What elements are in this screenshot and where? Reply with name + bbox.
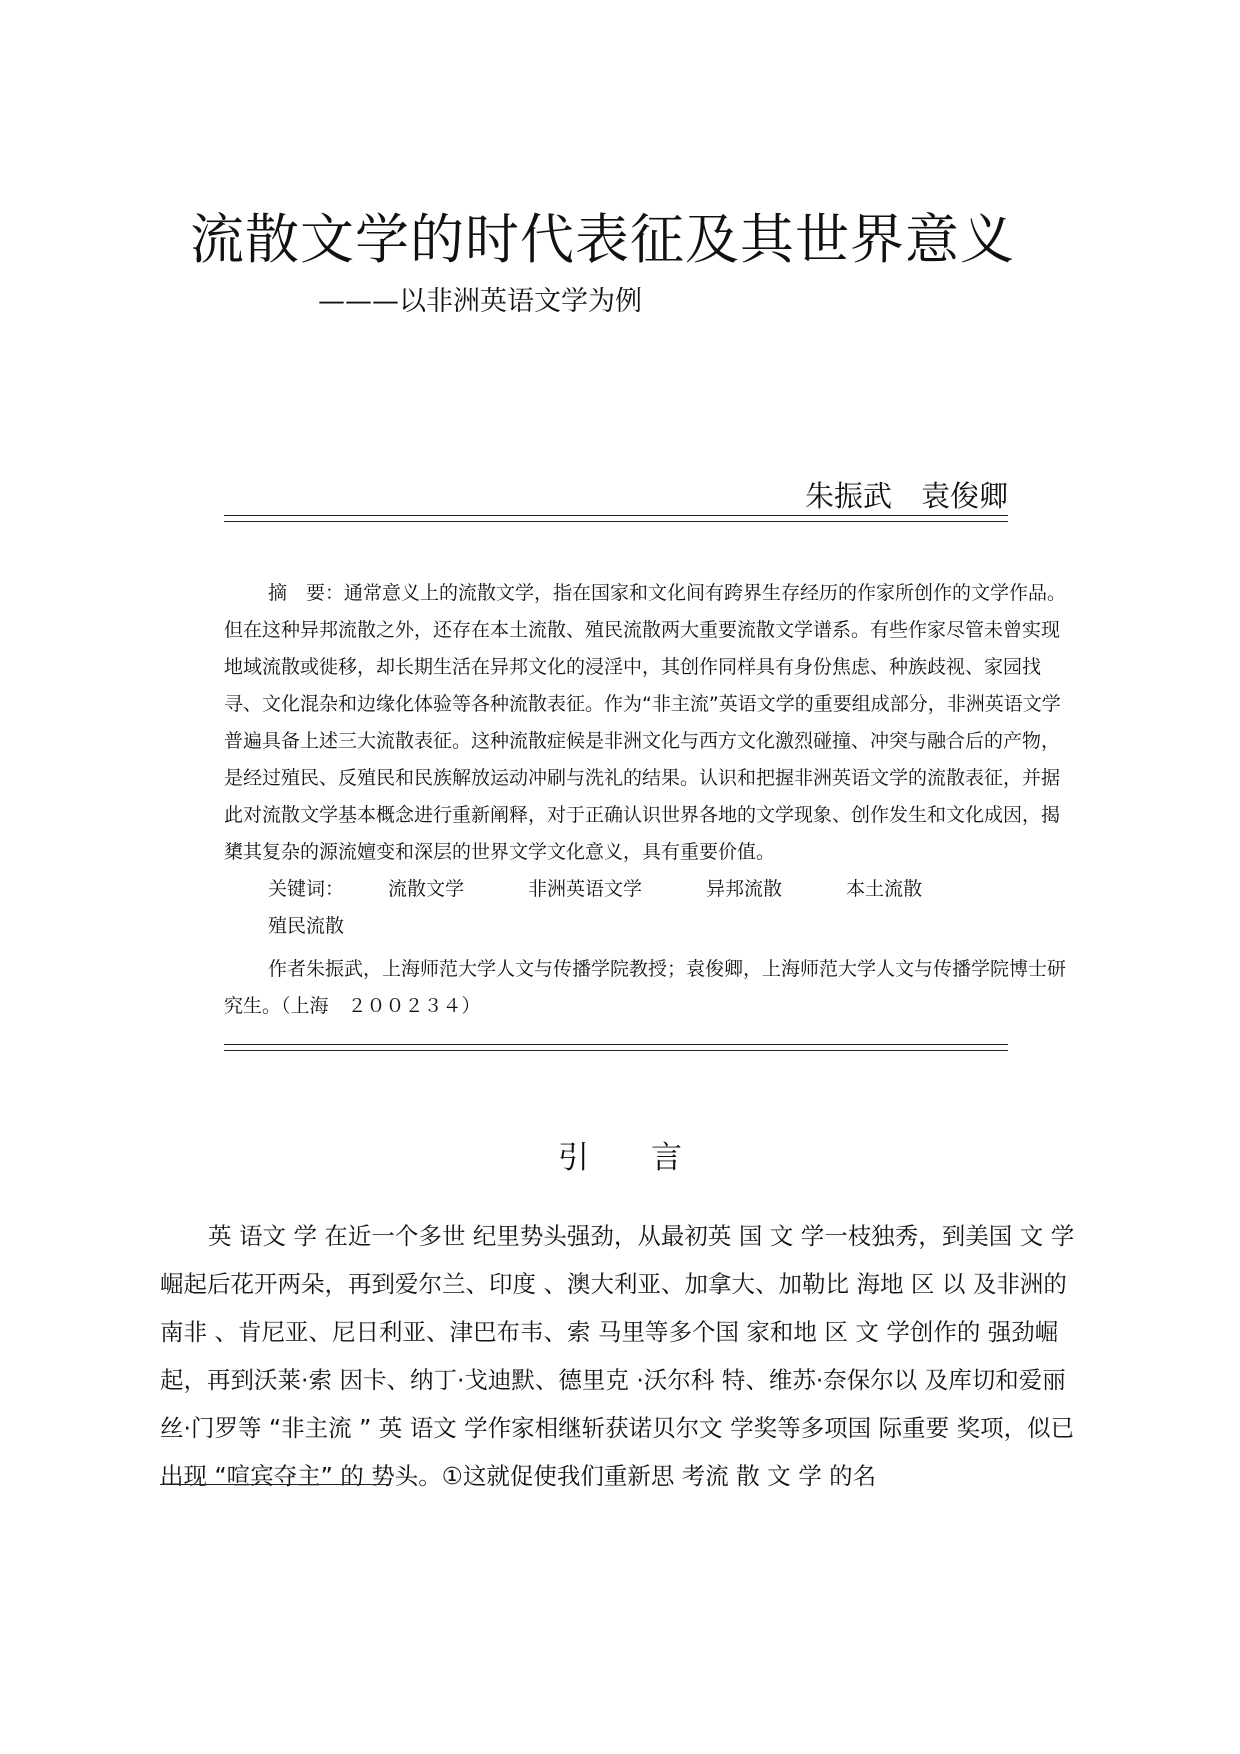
bottom-divider-lower bbox=[224, 1050, 1008, 1051]
author-note: 作者朱振武，上海师范大学人文与传播学院教授；袁俊卿，上海师范大学人文与传播学院博士研究生。（上海 ２００２３４） bbox=[224, 958, 1067, 1017]
keyword: 异邦流散 bbox=[706, 878, 783, 900]
abstract-text: 通常意义上的流散文学，指在国家和文化间有跨界生存经历的作家所创作的文学作品。但在这种异邦流散之外，还存在本土流散、殖民流散两大重要流散文学谱系。有些作家尽管未曾实现地域流散或徙移，却长期生活在异邦文化的浸淫中，其创作同样具有身份焦虑、种族歧视、家园找寻、文化混杂和边缘化体验等各种流散表征。作为“非主流”英语文学的重要组成部分，非洲英语文学普遍具备上述三大流散表征。这种流散症候是非洲文化与西方文化激烈碰撞、冲突与融合后的产物，是经过殖民、反殖民和民族解放运动冲刷与洗礼的结果。认识和把握非洲英语文学的流散表征，并据此对流散文学基本概念进行重新阐释，对于正确认识世界各地的文学现象、创作发生和文化成因，揭橥其复杂的源流嬗变和深层的世界文学文化意义，具有重要价值。 bbox=[224, 582, 1067, 863]
footnote-divider bbox=[160, 1484, 390, 1485]
keywords-line bbox=[224, 871, 1074, 945]
abstract-block bbox=[224, 575, 1074, 945]
keyword: 非洲英语文学 bbox=[528, 878, 643, 900]
page-title: 流散文学的时代表征及其世界意义 bbox=[190, 208, 1015, 271]
bottom-divider-upper bbox=[224, 1044, 1008, 1045]
subtitle: ———以非洲英语文学为例 bbox=[318, 286, 642, 317]
author-names: 朱振武 袁俊卿 bbox=[804, 479, 1008, 513]
keyword: 流散文学 bbox=[388, 878, 465, 900]
top-divider-upper bbox=[224, 515, 1008, 516]
keyword: 殖民流散 bbox=[268, 915, 345, 937]
keywords-label: 关键词： bbox=[268, 878, 345, 900]
top-divider-lower bbox=[224, 521, 1008, 522]
body-paragraph: 英 语文 学 在近一个多世 纪里势头强劲，从最初英 国 文 学一枝独秀，到美国 文 学崛起后花开两朵，再到爱尔兰、印度 、澳大利亚、加拿大、加勒比 海地 区 以 及非洲的 南非 、肯尼亚、尼日利亚、津巴布韦、索 马里等多个国 家和地 区 文 学创作的 强劲崛起，再到沃莱·索 因卡、纳丁·戈迪默、德里克 ·沃尔科 特、维苏·奈保尔以 及库切和爱丽丝·门罗等 “非主流 ” 英 语文 学作家相继斩获诺贝尔文 学奖等多项国 际重要 奖项，似已出现 “喧宾夺主” 的 势头。①这就促使我们重新思 考流 散 文 学 的名 bbox=[160, 1222, 1075, 1490]
keyword: 本土流散 bbox=[846, 878, 923, 900]
abstract-label: 摘 要： bbox=[268, 582, 345, 604]
abstract-paragraph bbox=[224, 575, 1074, 871]
section-heading: 引 言 bbox=[558, 1140, 682, 1176]
